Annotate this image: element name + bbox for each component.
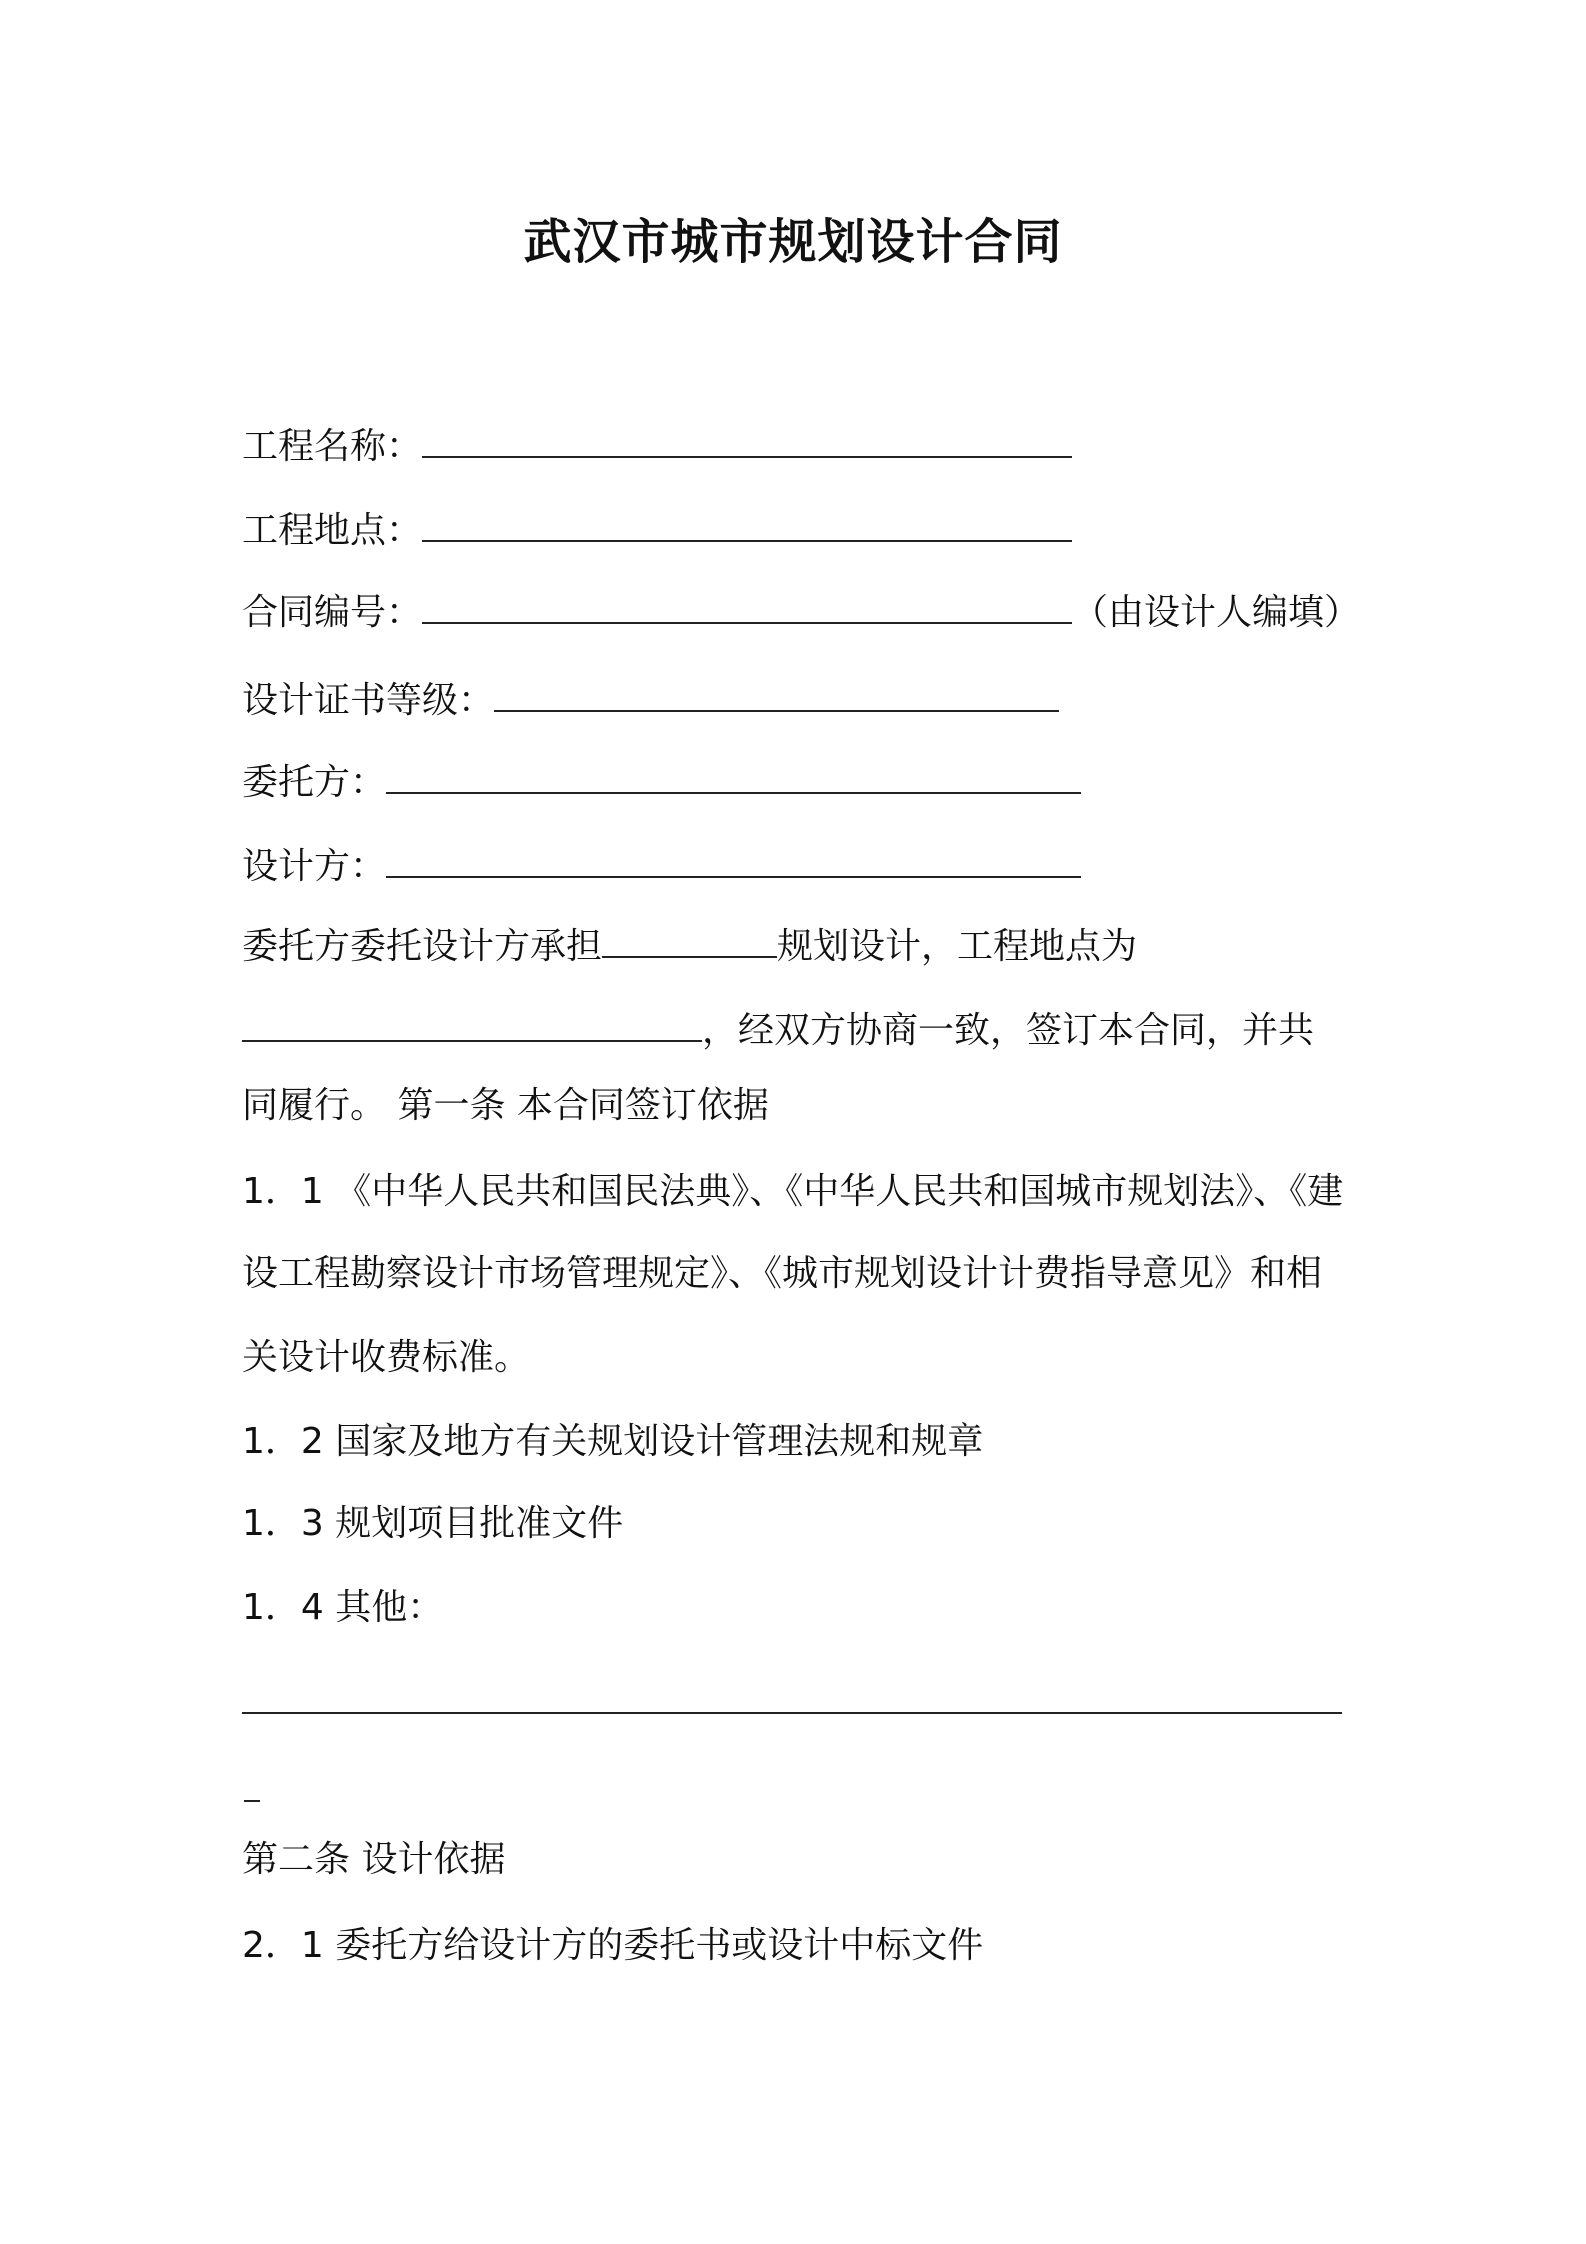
designer-label: 设计方： [242,846,387,887]
project-scope-blank[interactable] [602,916,777,958]
contract-no-label: 合同编号： [242,592,423,633]
intro-text-3: ，经双方协商一致，签订本合同，并共 [702,1010,1315,1051]
other-basis-blank[interactable] [242,1712,1342,1714]
contract-no-note: （由设计人编填） [1072,592,1361,633]
clause1-item1-line2: 设工程勘察设计市场管理规定》、《城市规划设计计费指导意见》和相 [242,1253,1323,1294]
contract-no-row [242,582,1360,637]
cert-level-label: 设计证书等级： [242,680,495,721]
intro-line-3 [242,1082,769,1130]
project-location-label: 工程地点： [242,510,423,551]
designer-row [242,836,1081,891]
intro-text-1: 委托方委托设计方承担 [242,926,603,967]
intro-line-2 [242,1000,1314,1055]
other-basis-blank-continuation[interactable] [244,1800,260,1802]
project-name-blank[interactable] [422,416,1072,458]
clause1-item3: 1．3 规划项目批准文件 [242,1503,624,1544]
clause1-item1-line3: 关设计收费标准。 [242,1337,531,1378]
contract-no-blank[interactable] [422,582,1072,624]
intro-text-4: 同履行。 第一条 本合同签订依据 [242,1085,769,1126]
cert-level-row [242,670,1059,725]
project-name-row [242,416,1072,471]
designer-blank[interactable] [386,836,1081,878]
clause1-item4: 1．4 其他： [242,1587,444,1628]
project-location-blank[interactable] [422,500,1072,542]
project-location-row [242,500,1072,555]
client-blank[interactable] [386,752,1081,794]
clause1-item2: 1．2 国家及地方有关规划设计管理法规和规章 [242,1421,984,1462]
client-label: 委托方： [242,762,387,803]
location-blank[interactable] [242,1000,702,1042]
project-name-label: 工程名称： [242,426,423,467]
client-row [242,752,1081,807]
intro-line-1 [242,916,1137,971]
clause2-item1: 2．1 委托方给设计方的委托书或设计中标文件 [242,1925,984,1966]
clause2-heading: 第二条 设计依据 [242,1839,506,1880]
intro-text-2: 规划设计，工程地点为 [777,926,1138,967]
cert-level-blank[interactable] [494,670,1059,712]
document-title: 武汉市城市规划设计合同 [523,214,1063,270]
clause1-item1-line1: 1．1 《中华人民共和国民法典》、《中华人民共和国城市规划法》、《建 [242,1171,1344,1212]
